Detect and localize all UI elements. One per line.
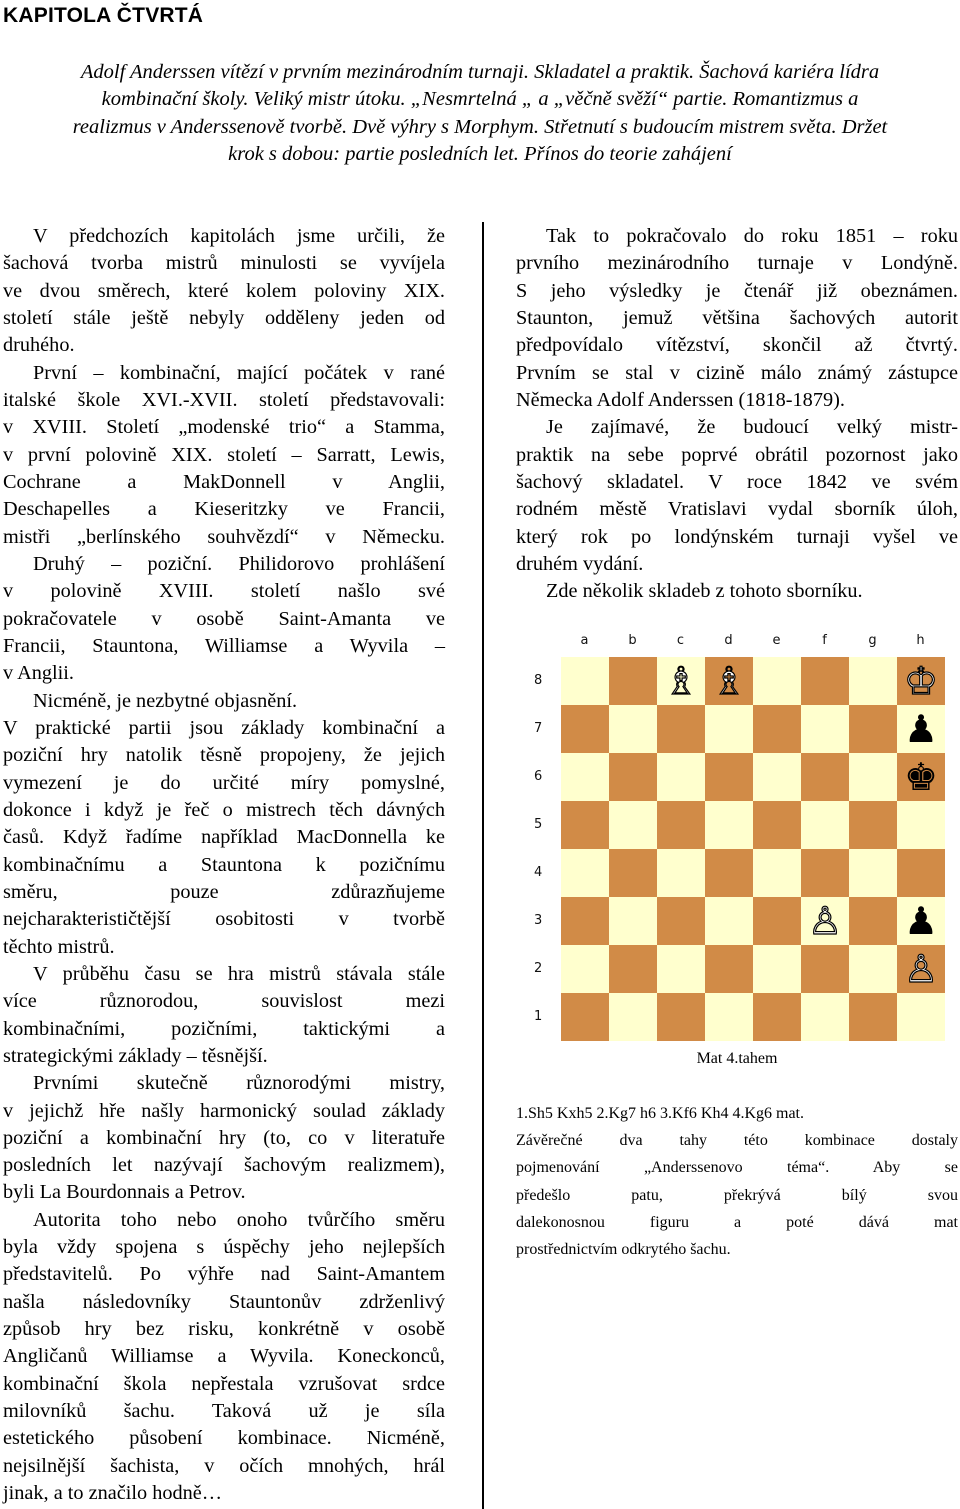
square-c5 <box>657 801 705 849</box>
left-column <box>3 223 445 1507</box>
square-e4 <box>753 849 801 897</box>
square-d3 <box>705 897 753 945</box>
text-line: jinak, a to značilo hodně… <box>3 1482 223 1505</box>
rank-label: 7 <box>534 721 543 736</box>
square-a3 <box>561 897 609 945</box>
square-c3 <box>657 897 705 945</box>
text-line: mistři „berlínského souhvězdí“ v Německu. <box>3 525 445 548</box>
file-label: g <box>868 633 877 648</box>
square-h8 <box>897 657 945 705</box>
square-h2 <box>897 945 945 993</box>
abstract-line: kombinační školy. Veliký mistr útoku. „Nesmrtelná „ a „věčně svěží“ partie. Romantizmus a <box>101 88 859 111</box>
text-line: způsob hry bez risku, konkrétně v osobě <box>3 1318 445 1341</box>
text-line: předešlo patu, překrývá bílý svou <box>516 1186 958 1204</box>
chess-diagram <box>530 633 950 1043</box>
white-bishop-d8-icon: ♗ <box>711 659 747 703</box>
text-line: Zde několik skladeb z tohoto sborníku. <box>546 580 863 603</box>
text-line: První – kombinační, mající počátek v rané <box>33 361 445 384</box>
square-a2 <box>561 945 609 993</box>
text-line: Angličanů Williamse a Wyvila. Koneckonců, <box>3 1345 445 1368</box>
text-line: Druhý – poziční. Philidorovo prohlášení <box>33 552 445 575</box>
square-g1 <box>849 993 897 1041</box>
text-line: šachová tvorba mistrů minulosti se vyvíjela <box>3 252 445 275</box>
square-f3 <box>801 897 849 945</box>
square-b3 <box>609 897 657 945</box>
text-line: Autorita toho nebo onoho tvůrčího směru <box>33 1208 445 1231</box>
chess-board <box>561 657 945 1041</box>
square-c1 <box>657 993 705 1041</box>
square-f6 <box>801 753 849 801</box>
text-line: nejcharakterističtější osobitosti v tvorbě <box>3 908 445 931</box>
square-g8 <box>849 657 897 705</box>
square-e5 <box>753 801 801 849</box>
text-line: praktik na sebe poprvé obrátil pozornost jako <box>516 443 958 466</box>
square-b2 <box>609 945 657 993</box>
rank-label: 5 <box>534 817 543 832</box>
text-line: posledních let nazývají šachovým realizmem), <box>3 1154 445 1177</box>
square-e6 <box>753 753 801 801</box>
white-pawn-f3-icon: ♙ <box>807 899 843 943</box>
square-f2 <box>801 945 849 993</box>
chapter-abstract <box>0 59 960 168</box>
square-b4 <box>609 849 657 897</box>
square-d8 <box>705 657 753 705</box>
text-line: druhého. <box>3 334 75 357</box>
square-h5 <box>897 801 945 849</box>
text-line: kombinačnímu a Stauntona k pozičnímu <box>3 853 445 876</box>
square-b6 <box>609 753 657 801</box>
square-g3 <box>849 897 897 945</box>
rank-label: 1 <box>534 1009 543 1024</box>
text-line: Prvním se stal v cizině málo známý zástupce <box>516 361 958 384</box>
square-b5 <box>609 801 657 849</box>
square-g2 <box>849 945 897 993</box>
file-label: e <box>772 633 781 648</box>
text-line: byli La Bourdonnais a Petrov. <box>3 1181 246 1204</box>
text-line: Prvními skutečně různorodými mistry, <box>33 1072 445 1095</box>
abstract-line: krok s dobou: partie posledních let. Přínos do teorie zahájení <box>228 142 732 165</box>
text-line: Závěrečné dva tahy této kombinace dostaly <box>516 1131 958 1149</box>
text-line: představitelů. Po výhře nad Saint-Amantem <box>3 1263 445 1286</box>
rank-label: 4 <box>534 865 543 880</box>
text-line: pokračovatele v osobě Saint-Amanta ve <box>3 607 445 630</box>
text-line: pojmenování „Anderssenovo téma“. Aby se <box>516 1159 958 1177</box>
square-d1 <box>705 993 753 1041</box>
file-label: d <box>724 633 733 648</box>
rank-labels <box>530 657 550 1041</box>
file-label: a <box>580 633 589 648</box>
chapter-title: KAPITOLA ČTVRTÁ <box>3 4 204 27</box>
white-king-h8-icon: ♔ <box>903 659 939 703</box>
square-b7 <box>609 705 657 753</box>
text-line: poziční a kombinační hry (to, co v literatuře <box>3 1126 445 1149</box>
square-e2 <box>753 945 801 993</box>
text-line: těchto mistrů. <box>3 935 115 958</box>
square-g5 <box>849 801 897 849</box>
square-a1 <box>561 993 609 1041</box>
black-pawn-h3-icon: ♟ <box>903 899 939 943</box>
square-d6 <box>705 753 753 801</box>
text-line: v polovině XVIII. století našlo své <box>3 580 445 603</box>
text-line: v Anglii. <box>3 662 74 685</box>
file-label: b <box>628 633 637 648</box>
square-f1 <box>801 993 849 1041</box>
text-line: strategickými základy – těsnější. <box>3 1044 268 1067</box>
text-line: předpovídalo vítězství, skončil až čtvrtý. <box>516 334 958 357</box>
diagram-caption: Mat 4.tahem <box>696 1050 778 1067</box>
square-a5 <box>561 801 609 849</box>
text-line: Deschapelles a Kieseritzky ve Francii, <box>3 498 445 521</box>
square-c6 <box>657 753 705 801</box>
text-line: šachový skladatel. V roce 1842 ve svém <box>516 470 958 493</box>
text-line: směru, pouze zdůrazňujeme <box>3 880 445 903</box>
text-line: milovníků šachu. Taková už je síla <box>3 1400 445 1423</box>
square-b8 <box>609 657 657 705</box>
text-line: V praktické partii jsou základy kombinační a <box>3 716 445 739</box>
text-line: ve dvou směrech, které kolem poloviny XIX. <box>3 279 445 302</box>
square-a7 <box>561 705 609 753</box>
square-e8 <box>753 657 801 705</box>
text-line: kombinační škola nepřestala vzrušovat srdce <box>3 1372 445 1395</box>
text-line: Německa Adolf Anderssen (1818-1879). <box>516 388 845 411</box>
file-label: h <box>916 633 925 648</box>
square-f7 <box>801 705 849 753</box>
square-h3 <box>897 897 945 945</box>
black-king-h6-icon: ♚ <box>903 755 939 799</box>
text-line: dalekonosnou figuru a poté dává mat <box>516 1213 958 1231</box>
square-a8 <box>561 657 609 705</box>
column-divider <box>482 222 484 1509</box>
rank-label: 6 <box>534 769 543 784</box>
square-h4 <box>897 849 945 897</box>
text-line: druhém vydání. <box>516 552 644 575</box>
rank-label: 2 <box>534 961 543 976</box>
text-line: v první polovině XIX. století – Sarratt, Lewis, <box>3 443 445 466</box>
white-bishop-c8-icon: ♗ <box>663 659 699 703</box>
diagram-caption-block <box>516 1045 958 1264</box>
square-g6 <box>849 753 897 801</box>
text-line: časů. Když řadíme například MacDonnella ke <box>3 826 445 849</box>
text-line: dokonce i když je řeč o mistrech těch dávných <box>3 798 445 821</box>
square-f5 <box>801 801 849 849</box>
square-h6 <box>897 753 945 801</box>
text-line: vymezení je do určité míry pomyslné, <box>3 771 445 794</box>
text-line: v jejichž hře našly harmonický soulad základy <box>3 1099 445 1122</box>
right-column <box>516 223 958 606</box>
rank-label: 8 <box>534 673 543 688</box>
file-labels <box>530 633 950 653</box>
text-line: více různorodou, souvislost mezi <box>3 990 445 1013</box>
text-line: který rok po londýnském turnaji vyšel ve <box>516 525 958 548</box>
text-line: Nicméně, je nezbytné objasnění. <box>33 689 298 712</box>
text-line: rodném městě Vratislavi vydal sborník úloh, <box>516 498 958 521</box>
square-c2 <box>657 945 705 993</box>
square-g4 <box>849 849 897 897</box>
text-line: Tak to pokračovalo do roku 1851 – roku <box>546 225 958 247</box>
black-pawn-h7-icon: ♟ <box>903 707 939 751</box>
white-pawn-h2-icon: ♙ <box>903 947 939 991</box>
abstract-line: realizmus v Anderssenově tvorbě. Dvě výhry s Morphym. Střetnutí s budoucím mistrem světa. Držet <box>72 115 888 138</box>
text-line: estetického působení kombinace. Nicméně, <box>3 1427 445 1450</box>
square-h7 <box>897 705 945 753</box>
text-line: našla následovníky Stauntonův zdrženlivý <box>3 1290 445 1313</box>
text-line: Staunton, jemuž většina šachových autorit <box>516 306 958 329</box>
text-line: Je zajímavé, že budoucí velký mistr- <box>546 416 958 439</box>
square-f8 <box>801 657 849 705</box>
square-d5 <box>705 801 753 849</box>
text-line: poziční hry natolik těsně propojeny, že jejich <box>3 744 445 767</box>
text-line: V průběhu času se hra mistrů stávala stále <box>33 962 445 985</box>
file-label: c <box>676 633 685 648</box>
text-line: století stále ještě nebyly odděleny jeden od <box>3 306 445 329</box>
text-line: italské škole XVI.-XVII. století představovali: <box>3 388 445 411</box>
text-line: prostřednictvím odkrytého šachu. <box>516 1241 731 1259</box>
blank-line <box>516 1072 958 1099</box>
solution-text <box>516 1100 958 1264</box>
text-line: kombinačními, pozičními, taktickými a <box>3 1017 445 1040</box>
square-d4 <box>705 849 753 897</box>
square-c4 <box>657 849 705 897</box>
text-line: nejsilnější šachista, v očích mnohých, hrál <box>3 1454 445 1477</box>
text-line: prvního mezinárodního turnaje v Londýně. <box>516 252 958 275</box>
text-line: Francii, Stauntona, Williamse a Wyvila – <box>3 634 445 657</box>
square-h1 <box>897 993 945 1041</box>
text-line: 1.Sh5 Kxh5 2.Kg7 h6 3.Kf6 Kh4 4.Kg6 mat. <box>516 1104 804 1122</box>
square-f4 <box>801 849 849 897</box>
square-d2 <box>705 945 753 993</box>
text-line: byla vždy spojena s úspěchy jeho nejlepších <box>3 1236 445 1259</box>
square-b1 <box>609 993 657 1041</box>
square-a4 <box>561 849 609 897</box>
text-line: Cochrane a MakDonnell v Anglii, <box>3 470 445 493</box>
text-line: V předchozích kapitolách jsme určili, že <box>33 225 445 247</box>
square-a6 <box>561 753 609 801</box>
square-c7 <box>657 705 705 753</box>
text-line: S jeho výsledky je čtenář již obeznámen. <box>516 279 958 302</box>
rank-label: 3 <box>534 913 543 928</box>
square-e3 <box>753 897 801 945</box>
text-line: v XVIII. Století „modenské trio“ a Stamma, <box>3 416 445 439</box>
square-e1 <box>753 993 801 1041</box>
square-c8 <box>657 657 705 705</box>
square-g7 <box>849 705 897 753</box>
square-e7 <box>753 705 801 753</box>
square-d7 <box>705 705 753 753</box>
abstract-line: Adolf Anderssen vítězí v prvním mezinárodním turnaji. Skladatel a praktik. Šachová kariéra lídra <box>80 61 880 83</box>
file-label: f <box>822 633 827 648</box>
